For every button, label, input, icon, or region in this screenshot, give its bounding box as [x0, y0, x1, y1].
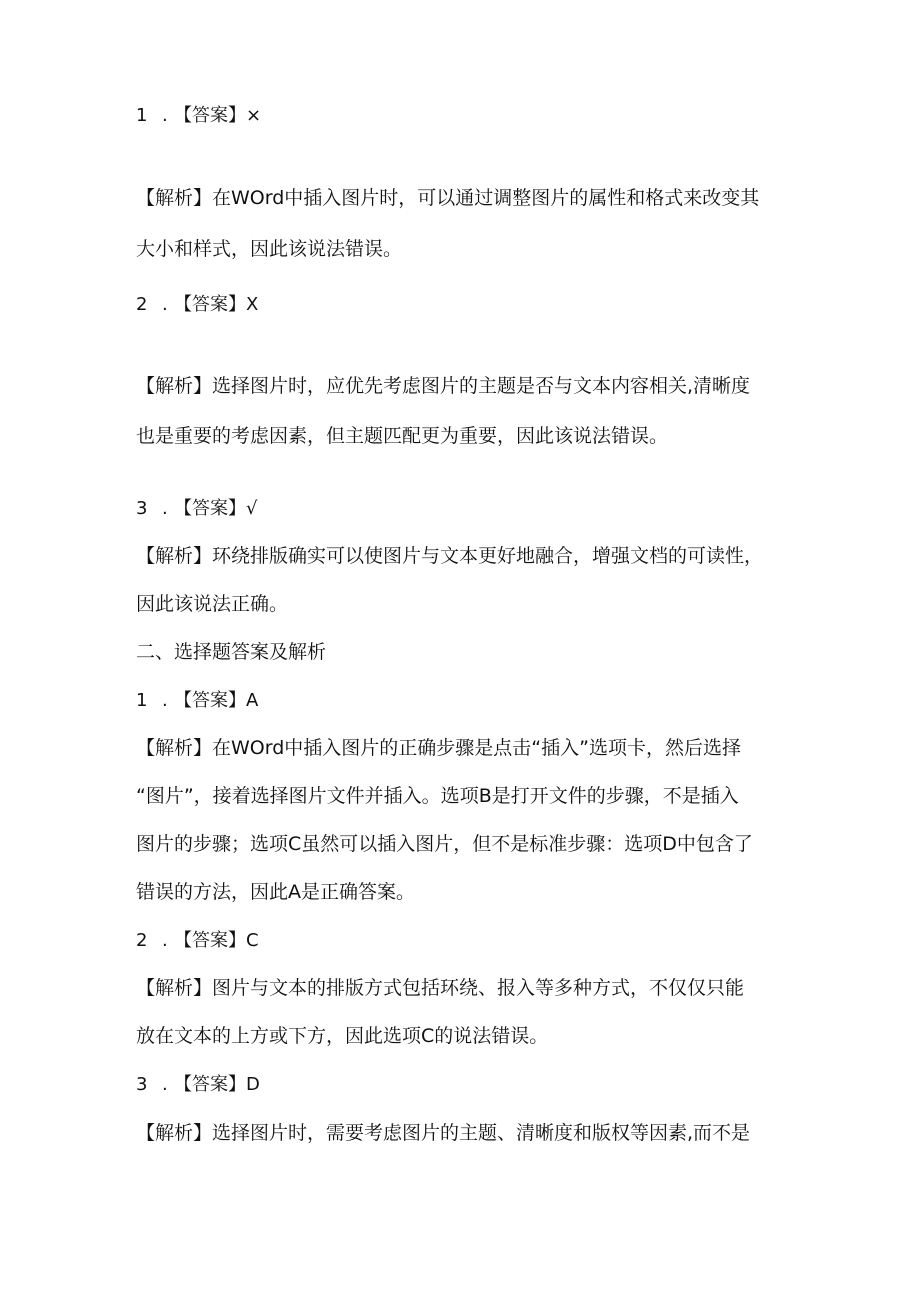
answer-tag: 【答案】 — [174, 930, 246, 951]
answer-line — [136, 497, 257, 521]
analysis-line: 大小和样式，因此该说法错误。 — [136, 238, 403, 260]
item-dot: . — [162, 294, 168, 315]
analysis-line: 【解析】图片与文本的排版方式包括环绕、报入等多种方式，不仅仅只能 — [136, 977, 745, 999]
answer-value: A — [246, 690, 259, 711]
analysis-line: 图片的步骤；选项C虽然可以插入图片，但不是标准步骤：选项D中包含了 — [136, 833, 753, 855]
answer-tag: 【答案】 — [174, 690, 246, 711]
analysis-line: 【解析】在WOrd中插入图片时，可以通过调整图片的属性和格式来改变其 — [136, 187, 760, 209]
answer-tag: 【答案】 — [174, 498, 246, 519]
analysis-line: 错误的方法，因此A是正确答案。 — [136, 881, 415, 903]
analysis-line: 也是重要的考虑因素，但主题匹配更为重要，因此该说法错误。 — [136, 425, 669, 447]
item-number: 3 — [136, 498, 148, 519]
analysis-line: 【解析】选择图片时，需要考虑图片的主题、清晰度和版权等因素,而不是 — [136, 1122, 751, 1144]
item-dot: . — [162, 105, 168, 126]
item-dot: . — [162, 498, 168, 519]
item-number: 3 — [136, 1074, 148, 1095]
item-number: 1 — [136, 105, 148, 126]
item-number: 2 — [136, 930, 148, 951]
answer-line — [136, 293, 258, 317]
answer-line — [136, 929, 259, 953]
item-dot: . — [162, 1074, 168, 1095]
answer-line — [136, 1073, 260, 1097]
analysis-line: 因此该说法正确。 — [136, 593, 289, 615]
analysis-line: 放在文本的上方或下方，因此选项C的说法错误。 — [136, 1025, 549, 1047]
answer-value: X — [246, 294, 259, 315]
answer-value: D — [246, 1074, 260, 1095]
item-number: 2 — [136, 294, 148, 315]
item-dot: . — [162, 690, 168, 711]
analysis-line: 【解析】选择图片时，应优先考虑图片的主题是否与文本内容相关,清晰度 — [136, 375, 751, 397]
answer-value: √ — [246, 498, 258, 519]
analysis-line: 【解析】环绕排版确实可以使图片与文本更好地融合，增强文档的可读性， — [136, 545, 764, 567]
analysis-line: “图片”，接着选择图片文件并插入。选项B是打开文件的步骤，不是插入 — [136, 785, 739, 807]
answer-tag: 【答案】 — [174, 294, 246, 315]
analysis-line: 【解析】在WOrd中插入图片的正确步骤是点击“插入”选项卡，然后选择 — [136, 737, 741, 759]
answer-value: C — [246, 930, 259, 951]
item-number: 1 — [136, 690, 148, 711]
answer-tag: 【答案】 — [174, 105, 246, 126]
answer-line — [136, 104, 261, 128]
answer-line — [136, 689, 258, 713]
section-heading: 二、选择题答案及解析 — [136, 641, 327, 663]
answer-value: × — [246, 105, 262, 126]
item-dot: . — [162, 930, 168, 951]
answer-tag: 【答案】 — [174, 1074, 246, 1095]
